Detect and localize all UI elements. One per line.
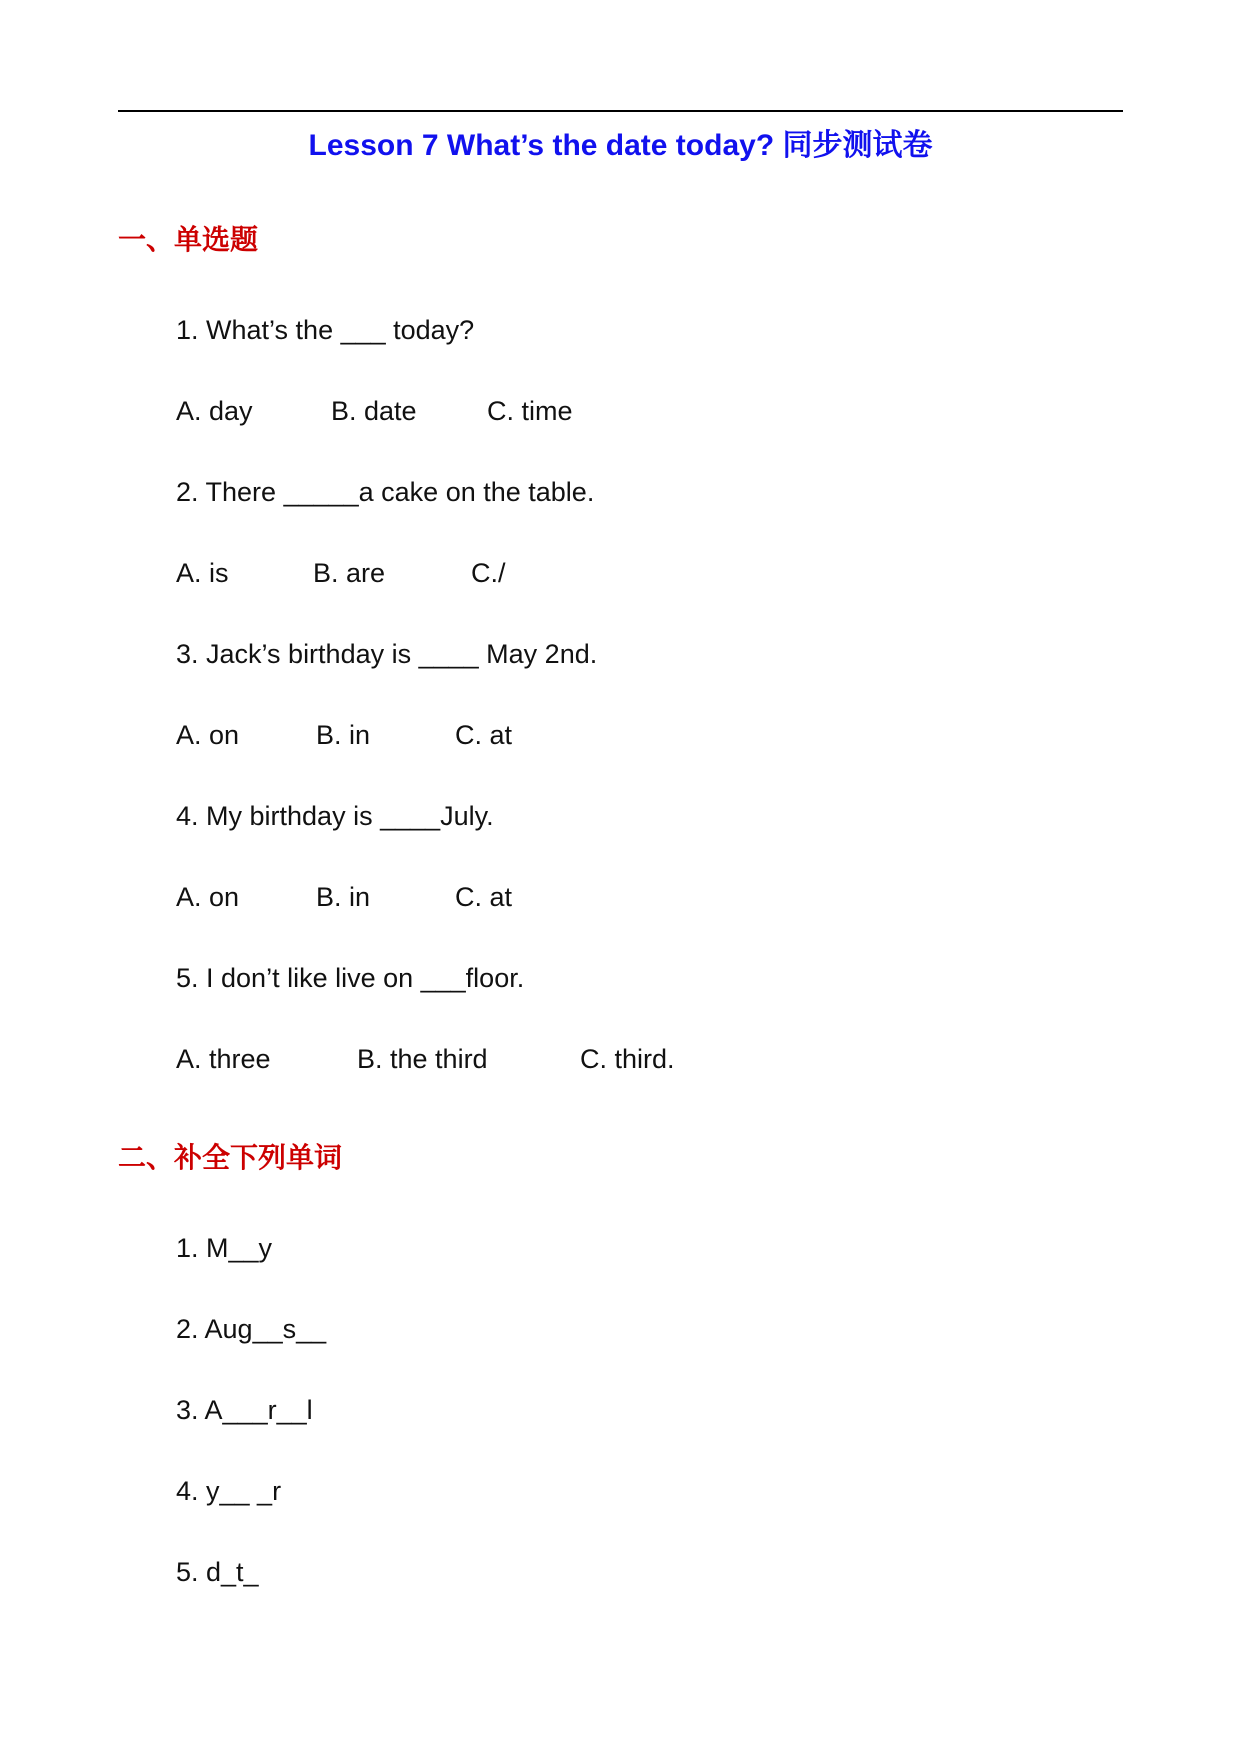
section-1-heading: 一、单选题 [118,223,259,256]
question-2: 2. There _____a cake on the table. [176,477,595,507]
option-a: A. three [176,1044,271,1074]
question-3-options [176,718,776,752]
option-c: C. time [487,396,573,426]
option-a: A. on [176,720,240,750]
option-b: B. the third [357,1044,488,1074]
question-3: 3. Jack’s birthday is ____ May 2nd. [176,639,598,669]
option-c: C./ [471,558,506,588]
question-4: 4. My birthday is ____July. [176,801,494,831]
top-rule [118,110,1123,112]
word-item-1: 1. M__y [176,1233,273,1263]
option-c: C. third. [580,1044,675,1074]
question-2-options [176,556,776,590]
option-b: B. in [316,720,371,750]
option-b: B. in [316,882,371,912]
word-item-5: 5. d_t_ [176,1557,259,1587]
word-item-2: 2. Aug__s__ [176,1314,327,1344]
section-2-heading: 二、补全下列单词 [118,1141,343,1174]
word-item-3: 3. A___r__l [176,1395,313,1425]
question-5-options [176,1042,876,1076]
page-title: Lesson 7 What’s the date today? 同步测试卷 [308,129,933,162]
option-a: A. is [176,558,229,588]
option-b: B. date [331,396,417,426]
option-b: B. are [313,558,386,588]
option-c: C. at [455,882,513,912]
word-item-4: 4. y__ _r [176,1476,282,1506]
option-a: A. on [176,882,240,912]
option-c: C. at [455,720,513,750]
question-1: 1. What’s the ___ today? [176,315,475,345]
question-4-options [176,880,776,914]
question-5: 5. I don’t like live on ___floor. [176,963,525,993]
option-a: A. day [176,396,253,426]
question-1-options [176,394,776,428]
